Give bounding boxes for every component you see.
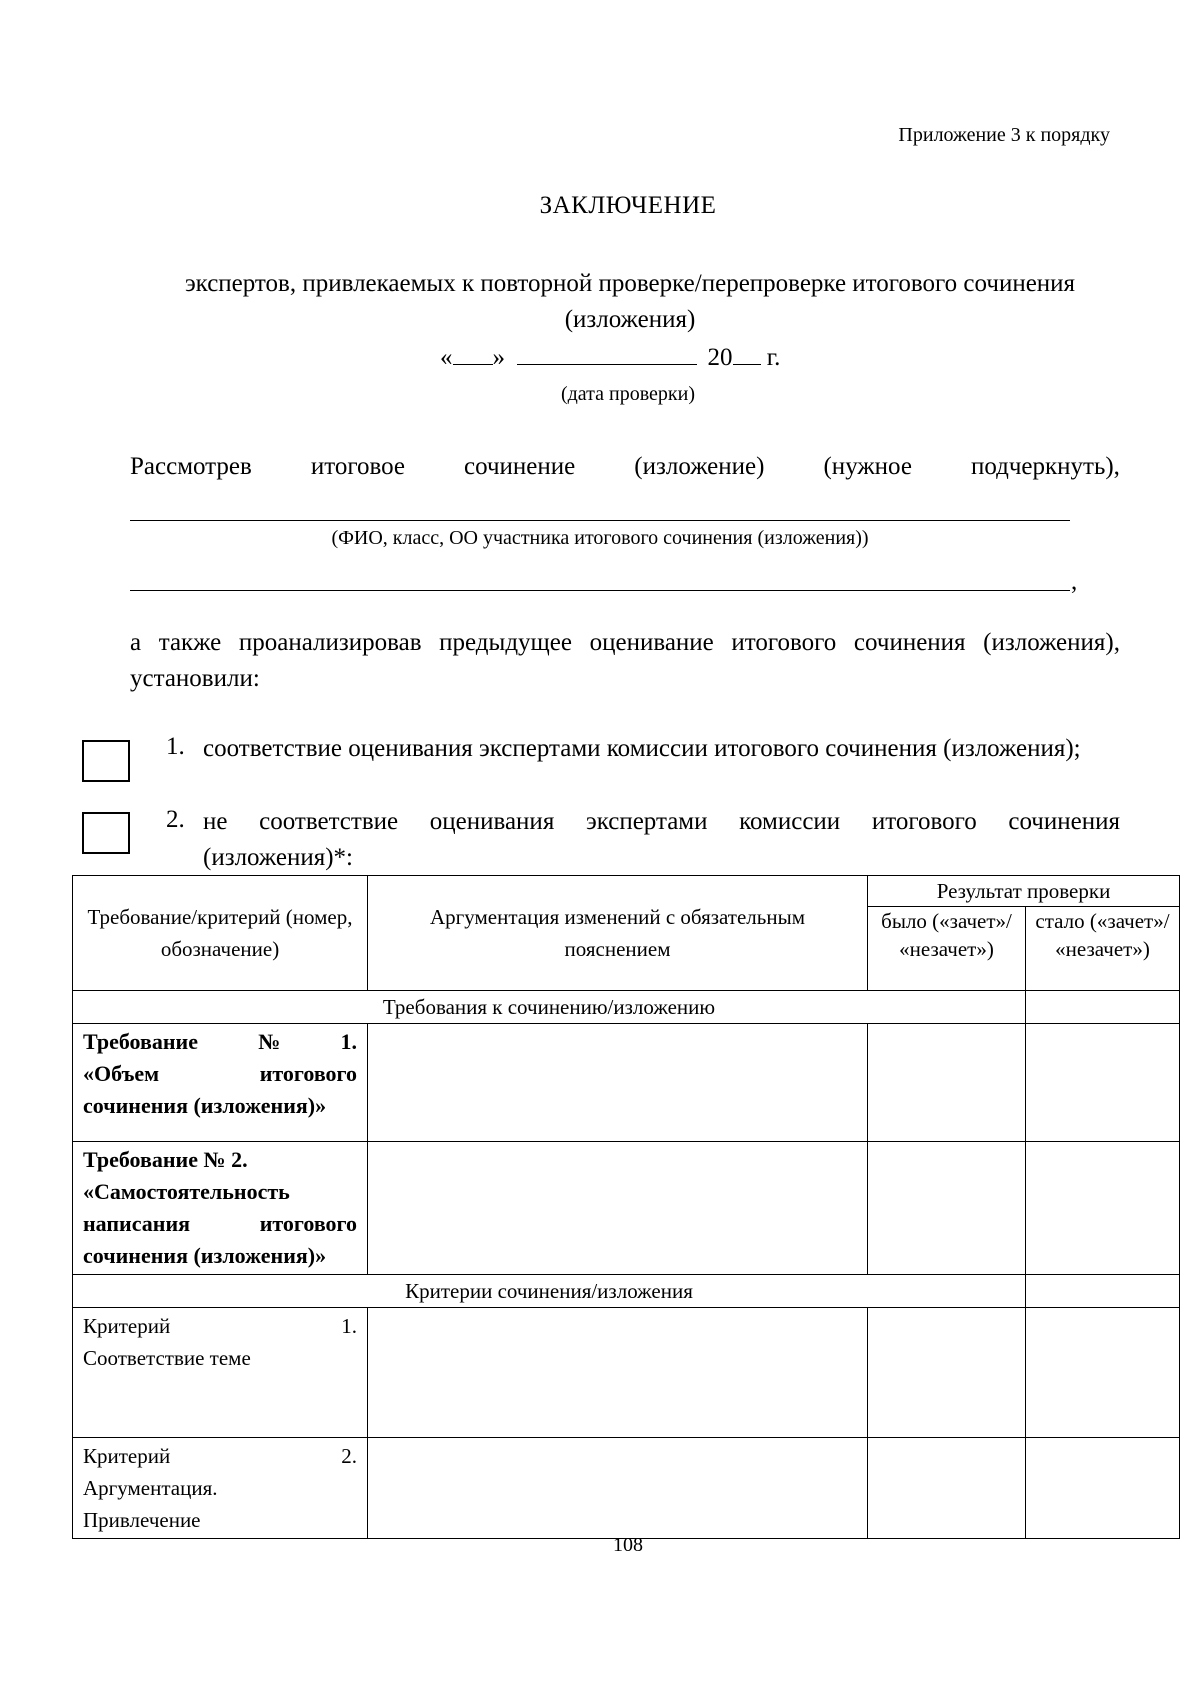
date-close-quote: » — [492, 344, 505, 371]
was-cell[interactable] — [868, 1308, 1026, 1438]
crit1-word: Критерий — [83, 1314, 171, 1338]
considering-line — [130, 453, 1120, 481]
considering-word: (нужное — [823, 453, 912, 480]
argumentation-cell[interactable] — [368, 1308, 868, 1438]
argumentation-cell[interactable] — [368, 1438, 868, 1539]
year-prefix: 20 — [707, 344, 733, 371]
section-requirements: Требования к сочинению/изложению — [73, 991, 1026, 1024]
crit2-word: Критерий — [83, 1444, 171, 1468]
considering-word: итоговое — [310, 453, 405, 480]
was-header: было («зачет»/ «незачет») — [868, 907, 1026, 991]
req2-word: написания — [83, 1211, 191, 1236]
option-2-number: 2. — [166, 806, 185, 833]
crit1-word: 1. — [341, 1314, 357, 1338]
argumentation-cell[interactable] — [368, 1142, 868, 1275]
fio-caption: (ФИО, класс, ОО участника итогового сочинения (изложения)) — [331, 527, 869, 549]
crit1-word: Соответствие теме — [83, 1346, 251, 1370]
req2-word: Требование № 2. — [83, 1147, 248, 1172]
table-row — [73, 1438, 1180, 1539]
req1-word: Требование — [83, 1029, 198, 1054]
option-2-checkbox[interactable] — [82, 812, 130, 854]
considering-word: сочинение — [464, 453, 576, 480]
crit2-word: Привлечение — [83, 1508, 201, 1532]
fio-continuation-line — [130, 590, 1070, 591]
req1-word: сочинения (изложения)» — [83, 1093, 327, 1118]
req2-word: «Самостоятельность — [83, 1179, 290, 1204]
col1-header: Требование/критерий (номер, обозначение) — [73, 876, 368, 991]
considering-word: (изложение) — [634, 453, 765, 480]
results-table — [72, 875, 1180, 1539]
req1-word: 1. — [340, 1029, 357, 1054]
col2-header: Аргументация изменений с обязательным пояснением — [368, 876, 868, 991]
considering-word: подчеркнуть), — [970, 453, 1120, 480]
appendix-label: Приложение 3 к порядку — [898, 124, 1110, 146]
requirement-1-cell — [73, 1024, 368, 1142]
became-cell[interactable] — [1026, 1438, 1180, 1539]
was-cell[interactable] — [868, 1142, 1026, 1275]
table-row — [73, 1275, 1180, 1308]
became-header: стало («зачет»/ «незачет») — [1026, 907, 1180, 991]
date-open-quote: « — [440, 344, 453, 371]
argumentation-cell[interactable] — [368, 1024, 868, 1142]
was-cell[interactable] — [868, 1438, 1026, 1539]
table-row — [73, 1308, 1180, 1438]
crit2-word: 2. — [341, 1444, 357, 1468]
option-1-checkbox[interactable] — [82, 740, 130, 782]
table-row — [73, 991, 1180, 1024]
was-cell[interactable] — [868, 1024, 1026, 1142]
option-1-text: соответствие оценивания экспертами комиссии итогового сочинения (изложения); — [203, 735, 1081, 762]
document-title: ЗАКЛЮЧЕНИЕ — [539, 192, 717, 219]
became-cell[interactable] — [1026, 1024, 1180, 1142]
empty-cell[interactable] — [1026, 1275, 1180, 1308]
line-comma: , — [1071, 568, 1078, 595]
empty-cell[interactable] — [1026, 991, 1180, 1024]
table-row — [73, 1024, 1180, 1142]
considering-word: Рассмотрев — [130, 453, 252, 480]
page-number: 108 — [613, 1534, 643, 1556]
date-caption: (дата проверки) — [560, 383, 696, 405]
became-cell[interactable] — [1026, 1142, 1180, 1275]
option-2-text: не соответствие оценивания экспертами комиссии итогового сочинения (изложения)*: — [203, 808, 1120, 871]
req1-word: № — [258, 1029, 281, 1054]
table-row — [73, 876, 1180, 907]
section-criteria: Критерии сочинения/изложения — [73, 1275, 1026, 1308]
day-blank — [453, 342, 493, 365]
criterion-1-cell — [73, 1308, 368, 1438]
option-1-number: 1. — [166, 733, 185, 760]
year-blank — [733, 342, 761, 365]
crit2-word: Аргументация. — [83, 1476, 218, 1500]
req2-word: сочинения (изложения)» — [83, 1243, 327, 1268]
requirement-2-cell — [73, 1142, 368, 1275]
req1-word: «Объем — [83, 1061, 160, 1086]
req1-word: итогового — [259, 1061, 357, 1086]
analysis-paragraph: а также проанализировав предыдущее оценивание итогового сочинения (изложения), установили: — [130, 629, 1120, 692]
month-blank — [517, 342, 697, 365]
document-subtitle: экспертов, привлекаемых к повторной проверке/перепроверке итогового сочинения (изложения) — [184, 270, 1076, 333]
table-row — [73, 1142, 1180, 1275]
result-header: Результат проверки — [868, 876, 1180, 907]
year-suffix: г. — [760, 344, 781, 371]
fio-blank-line — [130, 520, 1070, 521]
date-line — [440, 342, 780, 372]
criterion-2-cell — [73, 1438, 368, 1539]
became-cell[interactable] — [1026, 1308, 1180, 1438]
req2-word: итогового — [259, 1211, 357, 1236]
